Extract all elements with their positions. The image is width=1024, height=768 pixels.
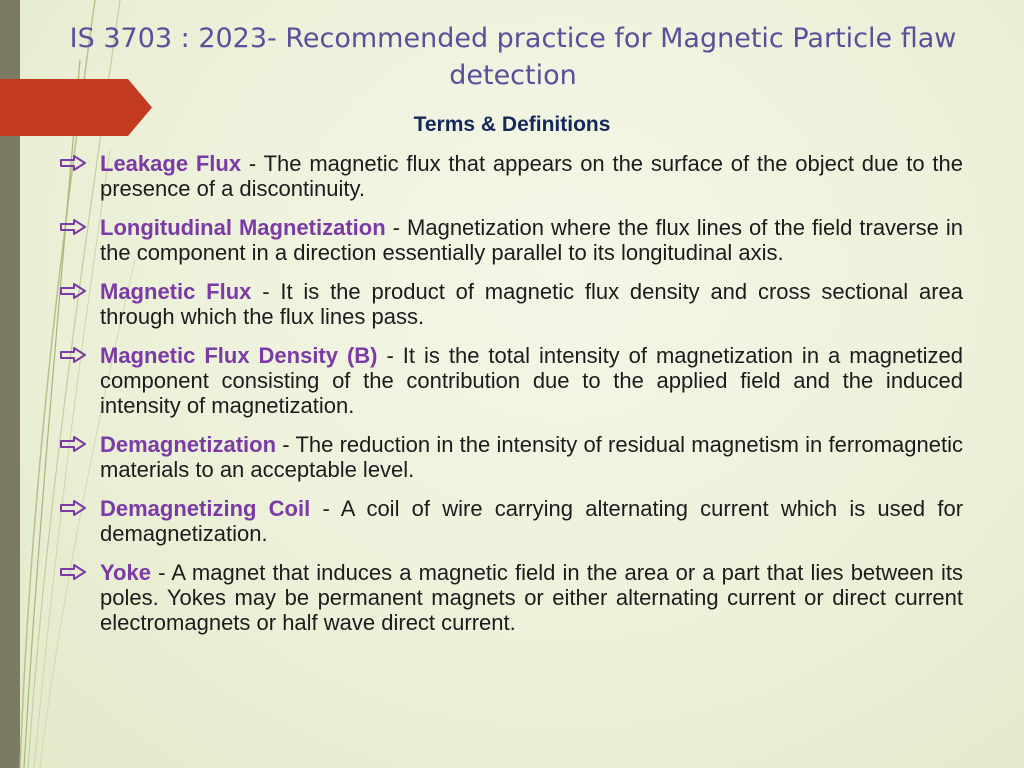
definition-term: Magnetic Flux bbox=[100, 279, 252, 304]
definition-text: It is the product of magnetic flux density and cross sectional area through which the flux lines pass. bbox=[100, 279, 964, 329]
definition-separator: - bbox=[241, 151, 264, 176]
definition-term: Leakage Flux bbox=[100, 151, 242, 176]
definition-item bbox=[60, 279, 963, 329]
definition-separator: - bbox=[385, 215, 408, 240]
arrow-right-bullet-icon bbox=[60, 155, 86, 171]
definition-item bbox=[60, 151, 963, 201]
definition-text: A magnet that induces a magnetic field in the area or a part that lies between its poles. Yokes may be permanent magnets or either alternating current or direct current electromagnets or half wave direct current. bbox=[100, 560, 963, 635]
arrow-right-bullet-icon bbox=[60, 283, 86, 299]
definition-term: Demagnetizing Coil bbox=[100, 496, 311, 521]
arrow-right-bullet-icon bbox=[60, 219, 86, 235]
definition-text: Magnetization where the flux lines of the field traverse in the component in a direction essentially parallel to its longitudinal axis. bbox=[100, 215, 963, 265]
arrow-right-bullet-icon bbox=[60, 500, 86, 516]
definition-text: A coil of wire carrying alternating current which is used for demagnetization. bbox=[100, 496, 964, 546]
definition-term: Longitudinal Magnetization bbox=[100, 215, 386, 240]
definition-text: The magnetic flux that appears on the surface of the object due to the presence of a discontinuity. bbox=[100, 151, 964, 201]
definition-text: The reduction in the intensity of residual magnetism in ferromagnetic materials to an acceptable level. bbox=[100, 432, 963, 482]
definition-item bbox=[60, 496, 963, 546]
definition-text: It is the total intensity of magnetization in a magnetized component consisting of the contribution due to the applied field and the induced intensity of magnetization. bbox=[100, 343, 963, 418]
definition-item bbox=[60, 343, 963, 418]
definition-item bbox=[60, 560, 963, 635]
definition-term: Demagnetization bbox=[100, 432, 277, 457]
arrow-right-bullet-icon bbox=[60, 347, 86, 363]
definition-separator: - bbox=[310, 496, 341, 521]
section-subtitle: Terms & Definitions bbox=[413, 113, 611, 136]
definition-item bbox=[60, 215, 963, 265]
definition-separator: - bbox=[251, 279, 281, 304]
definition-separator: - bbox=[150, 560, 172, 585]
definition-term: Yoke bbox=[100, 560, 151, 585]
definition-term: Magnetic Flux Density (B) bbox=[100, 343, 378, 368]
arrow-right-bullet-icon bbox=[60, 564, 86, 580]
definition-separator: - bbox=[276, 432, 296, 457]
slide-title: IS 3703 : 2023- Recommended practice for Magnetic Particle flaw detection bbox=[69, 23, 957, 91]
definitions-list bbox=[60, 151, 963, 649]
definition-item bbox=[60, 432, 963, 482]
definition-separator: - bbox=[377, 343, 403, 368]
arrow-right-bullet-icon bbox=[60, 436, 86, 452]
